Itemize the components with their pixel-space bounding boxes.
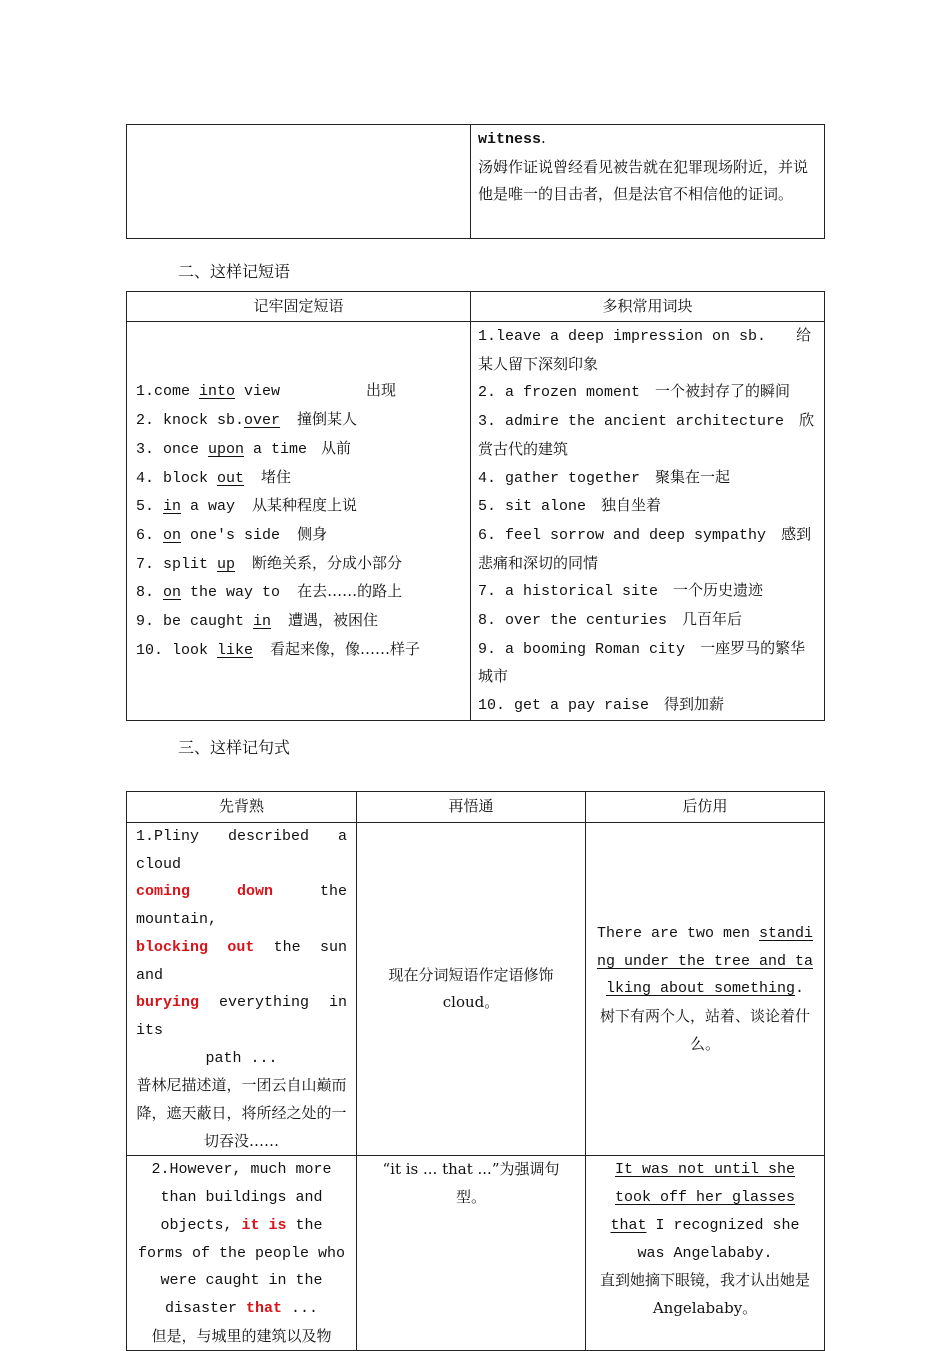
list-item: 1.leave a deep impression on sb. 给某人留下深刻印象 bbox=[478, 326, 812, 373]
continuation-left-cell bbox=[127, 125, 471, 239]
sentence-col1-header: 先背熟 bbox=[127, 792, 357, 823]
list-item: 2. a frozen moment 一个被封存了的瞬间 bbox=[478, 382, 791, 402]
list-item: 3. admire the ancient architecture 欣赏古代的建筑 bbox=[478, 411, 815, 458]
list-item: 6. feel sorrow and deep sympathy 感到悲痛和深切的同情 bbox=[478, 524, 812, 572]
fixed-phrases-cell bbox=[127, 322, 471, 721]
sentence1-translation: 普林尼描述道，一团云自山巅而降，遮天蔽日，将所经之处的一切吞没…… bbox=[136, 1076, 347, 1150]
list-item: 1.come into view 出现 bbox=[136, 381, 397, 401]
sentence-col2-header: 再悟通 bbox=[357, 792, 586, 823]
sentence2-memorize-cell: 2.However, much more than buildings and objects, it is the forms of the people who were caught in the disaster that ... 但是，与城里的建筑以及物 bbox=[127, 1156, 357, 1351]
sentence1-analysis-cell: 现在分词短语作定语修饰cloud。 bbox=[357, 823, 586, 1156]
word-chunks-cell bbox=[471, 322, 825, 721]
continuation-table bbox=[126, 124, 825, 239]
sentence-col3-header: 后仿用 bbox=[586, 792, 825, 823]
section3-heading: 三、这样记句式 bbox=[178, 738, 291, 757]
phrase-col1-header: 记牢固定短语 bbox=[127, 292, 471, 322]
list-item: 5. sit alone 独自坐着 bbox=[478, 496, 662, 516]
phrase-table bbox=[126, 291, 825, 721]
sentence2-imitate-cell: It was not until she took off her glasses that I recognized she was Angelababy. 直到她摘下眼镜，我才认出她是Angelababy。 bbox=[586, 1156, 825, 1351]
list-item: 10. look like 看起来像，像……样子 bbox=[136, 639, 421, 659]
section2-heading: 二、这样记短语 bbox=[178, 262, 291, 281]
witness-translation: 汤姆作证说曾经看见被告就在犯罪现场附近，并说他是唯一的目击者，但是法官不相信他的证词。 bbox=[478, 157, 809, 204]
continuation-right-cell: witness. 汤姆作证说曾经看见被告就在犯罪现场附近，并说他是唯一的目击者，但是法官不相信他的证词。 bbox=[471, 125, 825, 239]
witness-word: witness bbox=[478, 131, 542, 148]
list-item: 7. a historical site 一个历史遗迹 bbox=[478, 581, 764, 601]
sentence2-translation: 但是，与城里的建筑以及物 bbox=[151, 1326, 332, 1345]
sentence1-imitate-cell: There are two men standing under the tree and talking about something. 树下有两个人，站着、谈论着什么。 bbox=[586, 823, 825, 1156]
list-item: 4. gather together 聚集在一起 bbox=[478, 467, 731, 487]
list-item: 6. on one's side 侧身 bbox=[136, 524, 328, 544]
phrase-col2-header: 多积常用词块 bbox=[471, 292, 825, 322]
list-item: 2. knock sb.over 撞倒某人 bbox=[136, 410, 358, 430]
sentence2-analysis-cell: “it is ... that ...”为强调句型。 bbox=[357, 1156, 586, 1351]
list-item: 3. once upon a time 从前 bbox=[136, 438, 352, 458]
list-item: 5. in a way 从某种程度上说 bbox=[136, 496, 358, 516]
list-item: 4. block out 堵住 bbox=[136, 467, 292, 487]
list-item: 7. split up 断绝关系，分成小部分 bbox=[136, 553, 403, 573]
sentence1-memorize-cell: 1.Pliny described a cloud coming down the mountain, blocking out the sun and burying everything in its path ... 普林尼描述道，一团云自山巅而降，遮天蔽日，将所经之处的一切吞没…… bbox=[127, 823, 357, 1156]
list-item: 10. get a pay raise 得到加薪 bbox=[478, 695, 725, 715]
list-item: 9. be caught in 遭遇，被困住 bbox=[136, 611, 379, 631]
list-item: 8. on the way to 在去……的路上 bbox=[136, 582, 403, 602]
sentence-table bbox=[126, 791, 825, 1351]
list-item: 9. a booming Roman city 一座罗马的繁华城市 bbox=[478, 638, 806, 686]
list-item: 8. over the centuries 几百年后 bbox=[478, 610, 743, 630]
